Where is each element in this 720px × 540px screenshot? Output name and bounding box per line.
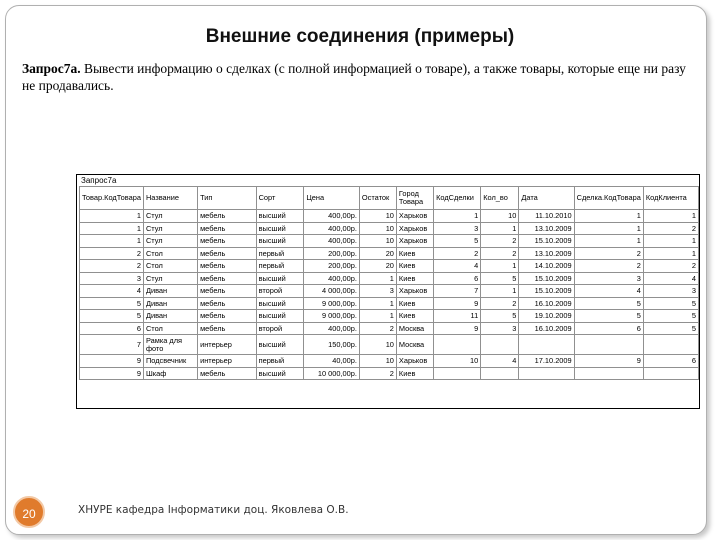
table-cell[interactable]: Шкаф (143, 367, 197, 380)
table-cell[interactable]: второй (256, 285, 304, 298)
table-cell[interactable]: 15.10.2009 (519, 235, 574, 248)
table-cell[interactable]: 20 (359, 260, 396, 273)
table-row[interactable] (80, 210, 699, 223)
table-cell[interactable]: 13.10.2009 (519, 222, 574, 235)
table-cell[interactable]: Стул (143, 222, 197, 235)
table-cell[interactable]: 5 (434, 235, 481, 248)
table-body (80, 210, 699, 380)
table-cell[interactable]: 1 (80, 235, 144, 248)
task-text: Вывести информацию о сделках (с полной информацией о товаре), а также товары, которые еще ни разу не продавались. (22, 61, 686, 93)
table-cell[interactable]: Киев (396, 367, 433, 380)
table-cell[interactable]: высший (256, 367, 304, 380)
table-cell[interactable]: 5 (643, 297, 698, 310)
table-cell[interactable]: Киев (396, 272, 433, 285)
table-cell[interactable]: Москва (396, 335, 433, 355)
table-cell[interactable]: Киев (396, 297, 433, 310)
table-cell[interactable]: мебель (198, 310, 256, 323)
column-header[interactable]: Цена (304, 187, 360, 210)
table-cell[interactable]: мебель (198, 222, 256, 235)
table-cell[interactable]: мебель (198, 285, 256, 298)
table-cell[interactable]: 9 000,00р. (304, 310, 360, 323)
table-cell[interactable]: мебель (198, 260, 256, 273)
table-cell[interactable]: 9 (434, 322, 481, 335)
table-cell[interactable]: 2 (643, 222, 698, 235)
table-cell[interactable]: 5 (80, 310, 144, 323)
column-header[interactable]: Сделка.КодТовара (574, 187, 643, 210)
table-cell[interactable]: 10 (359, 335, 396, 355)
table-cell[interactable]: 3 (481, 322, 519, 335)
table-cell[interactable]: 40,00р. (304, 355, 360, 368)
table-cell[interactable]: 10 (359, 210, 396, 223)
table-cell[interactable]: 9 (434, 297, 481, 310)
table-cell[interactable]: 7 (80, 335, 144, 355)
table-cell[interactable]: Харьков (396, 285, 433, 298)
table-cell[interactable] (574, 335, 643, 355)
table-cell[interactable]: Стул (143, 235, 197, 248)
table-cell[interactable]: 3 (80, 272, 144, 285)
table-cell[interactable]: 3 (359, 285, 396, 298)
table-cell[interactable]: мебель (198, 235, 256, 248)
table-cell[interactable]: 5 (643, 322, 698, 335)
table-cell[interactable]: 4 (434, 260, 481, 273)
table-cell[interactable]: 10 000,00р. (304, 367, 360, 380)
table-cell[interactable]: 4 000,00р. (304, 285, 360, 298)
table-cell[interactable]: 2 (359, 322, 396, 335)
table-cell[interactable] (574, 367, 643, 380)
table-row[interactable] (80, 260, 699, 273)
task-description (22, 60, 702, 94)
table-cell[interactable]: 10 (434, 355, 481, 368)
table-cell[interactable]: 1 (80, 210, 144, 223)
table-cell[interactable]: первый (256, 247, 304, 260)
table-cell[interactable]: 5 (481, 272, 519, 285)
table-cell[interactable]: Киев (396, 247, 433, 260)
table-row[interactable] (80, 367, 699, 380)
table-cell[interactable]: 5 (80, 297, 144, 310)
column-header[interactable]: Название (143, 187, 197, 210)
table-cell[interactable]: 1 (481, 222, 519, 235)
table-cell[interactable]: 1 (359, 297, 396, 310)
table-cell[interactable]: 11.10.2010 (519, 210, 574, 223)
table-cell[interactable]: мебель (198, 322, 256, 335)
column-header[interactable]: Дата (519, 187, 574, 210)
table-cell[interactable]: 15.10.2009 (519, 272, 574, 285)
table-cell[interactable]: 200,00р. (304, 247, 360, 260)
column-header[interactable]: Остаток (359, 187, 396, 210)
table-cell[interactable]: 17.10.2009 (519, 355, 574, 368)
table-row[interactable] (80, 222, 699, 235)
table-cell[interactable]: Киев (396, 260, 433, 273)
query-result-window (76, 174, 700, 409)
table-cell[interactable] (643, 367, 698, 380)
table-cell[interactable] (481, 367, 519, 380)
table-cell[interactable]: 2 (481, 235, 519, 248)
table-cell[interactable]: 10 (359, 235, 396, 248)
table-cell[interactable]: 6 (434, 272, 481, 285)
table-cell[interactable]: 2 (359, 367, 396, 380)
table-row[interactable] (80, 235, 699, 248)
table-cell[interactable]: 9 000,00р. (304, 297, 360, 310)
table-cell[interactable]: Диван (143, 297, 197, 310)
table-cell[interactable]: 16.10.2009 (519, 322, 574, 335)
column-header[interactable]: Товар.КодТовара (80, 187, 144, 210)
table-cell[interactable]: 11 (434, 310, 481, 323)
table-cell[interactable]: 5 (643, 310, 698, 323)
table-cell[interactable]: 2 (80, 247, 144, 260)
table-cell[interactable]: Стол (143, 260, 197, 273)
table-cell[interactable]: мебель (198, 297, 256, 310)
table-cell[interactable]: 14.10.2009 (519, 260, 574, 273)
table-cell[interactable]: Харьков (396, 210, 433, 223)
slide-title: Внешние соединения (примеры) (205, 26, 515, 47)
table-cell[interactable] (481, 335, 519, 355)
column-header[interactable]: КодКлиента (643, 187, 698, 210)
table-cell[interactable]: 5 (574, 297, 643, 310)
table-cell[interactable]: высший (256, 310, 304, 323)
table-row[interactable] (80, 335, 699, 355)
table-cell[interactable]: Подсвечник (143, 355, 197, 368)
table-cell[interactable]: высший (256, 210, 304, 223)
table-cell[interactable]: 6 (643, 355, 698, 368)
table-cell[interactable]: высший (256, 272, 304, 285)
table-cell[interactable]: 3 (434, 222, 481, 235)
table-cell[interactable] (434, 335, 481, 355)
table-cell[interactable]: 2 (80, 260, 144, 273)
table-cell[interactable]: 1 (574, 210, 643, 223)
table-cell[interactable]: 20 (359, 247, 396, 260)
table-cell[interactable]: 7 (434, 285, 481, 298)
table-cell[interactable]: 2 (481, 247, 519, 260)
table-cell[interactable] (519, 335, 574, 355)
table-cell[interactable]: мебель (198, 247, 256, 260)
table-cell[interactable]: 1 (80, 222, 144, 235)
table-row[interactable] (80, 247, 699, 260)
table-cell[interactable]: мебель (198, 367, 256, 380)
table-cell[interactable]: 400,00р. (304, 210, 360, 223)
table-cell[interactable]: 13.10.2009 (519, 247, 574, 260)
table-cell[interactable]: 9 (574, 355, 643, 368)
table-cell[interactable]: Стул (143, 272, 197, 285)
table-row[interactable] (80, 322, 699, 335)
table-cell[interactable]: Харьков (396, 222, 433, 235)
table-cell[interactable]: 400,00р. (304, 222, 360, 235)
column-header[interactable]: Сорт (256, 187, 304, 210)
table-row[interactable] (80, 272, 699, 285)
table-cell[interactable]: 150,00р. (304, 335, 360, 355)
table-cell[interactable]: 1 (643, 210, 698, 223)
table-cell[interactable]: высший (256, 222, 304, 235)
table-cell[interactable]: мебель (198, 210, 256, 223)
table-cell[interactable]: Стол (143, 247, 197, 260)
query-result-table (79, 186, 699, 380)
table-cell[interactable]: 2 (574, 247, 643, 260)
column-header[interactable]: КодСделки (434, 187, 481, 210)
table-cell[interactable]: высший (256, 235, 304, 248)
table-cell[interactable]: 6 (80, 322, 144, 335)
table-cell[interactable]: 2 (434, 247, 481, 260)
table-cell[interactable]: 9 (80, 355, 144, 368)
table-cell[interactable]: 1 (434, 210, 481, 223)
table-cell[interactable]: 2 (574, 260, 643, 273)
table-cell[interactable]: интерьер (198, 335, 256, 355)
table-cell[interactable]: 5 (574, 310, 643, 323)
table-cell[interactable]: Диван (143, 285, 197, 298)
table-cell[interactable]: 1 (481, 260, 519, 273)
table-cell[interactable]: мебель (198, 272, 256, 285)
table-cell[interactable]: высший (256, 297, 304, 310)
footer-text: ХНУРЕ кафедра Інформатики доц. Яковлева О.В. (78, 504, 349, 516)
table-cell[interactable]: 1 (359, 272, 396, 285)
table-row[interactable] (80, 310, 699, 323)
table-cell[interactable]: второй (256, 322, 304, 335)
table-cell[interactable]: интерьер (198, 355, 256, 368)
table-cell[interactable]: 4 (643, 272, 698, 285)
table-row[interactable] (80, 297, 699, 310)
table-cell[interactable]: 19.10.2009 (519, 310, 574, 323)
column-header[interactable]: Тип (198, 187, 256, 210)
table-cell[interactable]: высший (256, 335, 304, 355)
table-cell[interactable]: первый (256, 355, 304, 368)
table-cell[interactable]: Харьков (396, 355, 433, 368)
table-cell[interactable]: 1 (643, 247, 698, 260)
table-cell[interactable]: Харьков (396, 235, 433, 248)
table-cell[interactable]: 1 (643, 235, 698, 248)
table-cell[interactable]: 3 (643, 285, 698, 298)
table-cell[interactable]: первый (256, 260, 304, 273)
table-cell[interactable]: 5 (481, 310, 519, 323)
table-cell[interactable]: 1 (574, 222, 643, 235)
table-row[interactable] (80, 355, 699, 368)
table-cell[interactable]: 200,00р. (304, 260, 360, 273)
table-cell[interactable]: 2 (643, 260, 698, 273)
page-number-badge: 20 (13, 496, 45, 528)
table-cell[interactable]: 1 (481, 285, 519, 298)
table-cell[interactable]: Рамка для фото (143, 335, 197, 355)
table-cell[interactable] (434, 367, 481, 380)
table-cell[interactable]: 1 (574, 235, 643, 248)
table-cell[interactable]: 16.10.2009 (519, 297, 574, 310)
table-cell[interactable]: Стол (143, 322, 197, 335)
table-cell[interactable]: Стул (143, 210, 197, 223)
column-header[interactable]: Город Товара (396, 187, 433, 210)
table-cell[interactable] (519, 367, 574, 380)
table-cell[interactable] (643, 335, 698, 355)
table-cell[interactable]: Киев (396, 310, 433, 323)
table-cell[interactable]: Москва (396, 322, 433, 335)
query-name: Запрос7а (81, 176, 117, 185)
table-cell[interactable]: 1 (359, 310, 396, 323)
table-cell[interactable]: 4 (80, 285, 144, 298)
table-cell[interactable]: 6 (574, 322, 643, 335)
table-cell[interactable]: 15.10.2009 (519, 285, 574, 298)
task-label: Запрос7а. (22, 61, 81, 76)
table-cell[interactable]: 3 (574, 272, 643, 285)
table-cell[interactable]: 4 (481, 355, 519, 368)
table-cell[interactable]: Диван (143, 310, 197, 323)
table-cell[interactable]: 400,00р. (304, 235, 360, 248)
table-cell[interactable]: 9 (80, 367, 144, 380)
table-cell[interactable]: 10 (481, 210, 519, 223)
table-cell[interactable]: 2 (481, 297, 519, 310)
table-cell[interactable]: 400,00р. (304, 272, 360, 285)
table-row[interactable] (80, 285, 699, 298)
table-cell[interactable]: 10 (359, 222, 396, 235)
table-cell[interactable]: 400,00р. (304, 322, 360, 335)
table-cell[interactable]: 4 (574, 285, 643, 298)
table-cell[interactable]: 10 (359, 355, 396, 368)
column-header[interactable]: Кол_во (481, 187, 519, 210)
table-header-row (80, 187, 699, 210)
